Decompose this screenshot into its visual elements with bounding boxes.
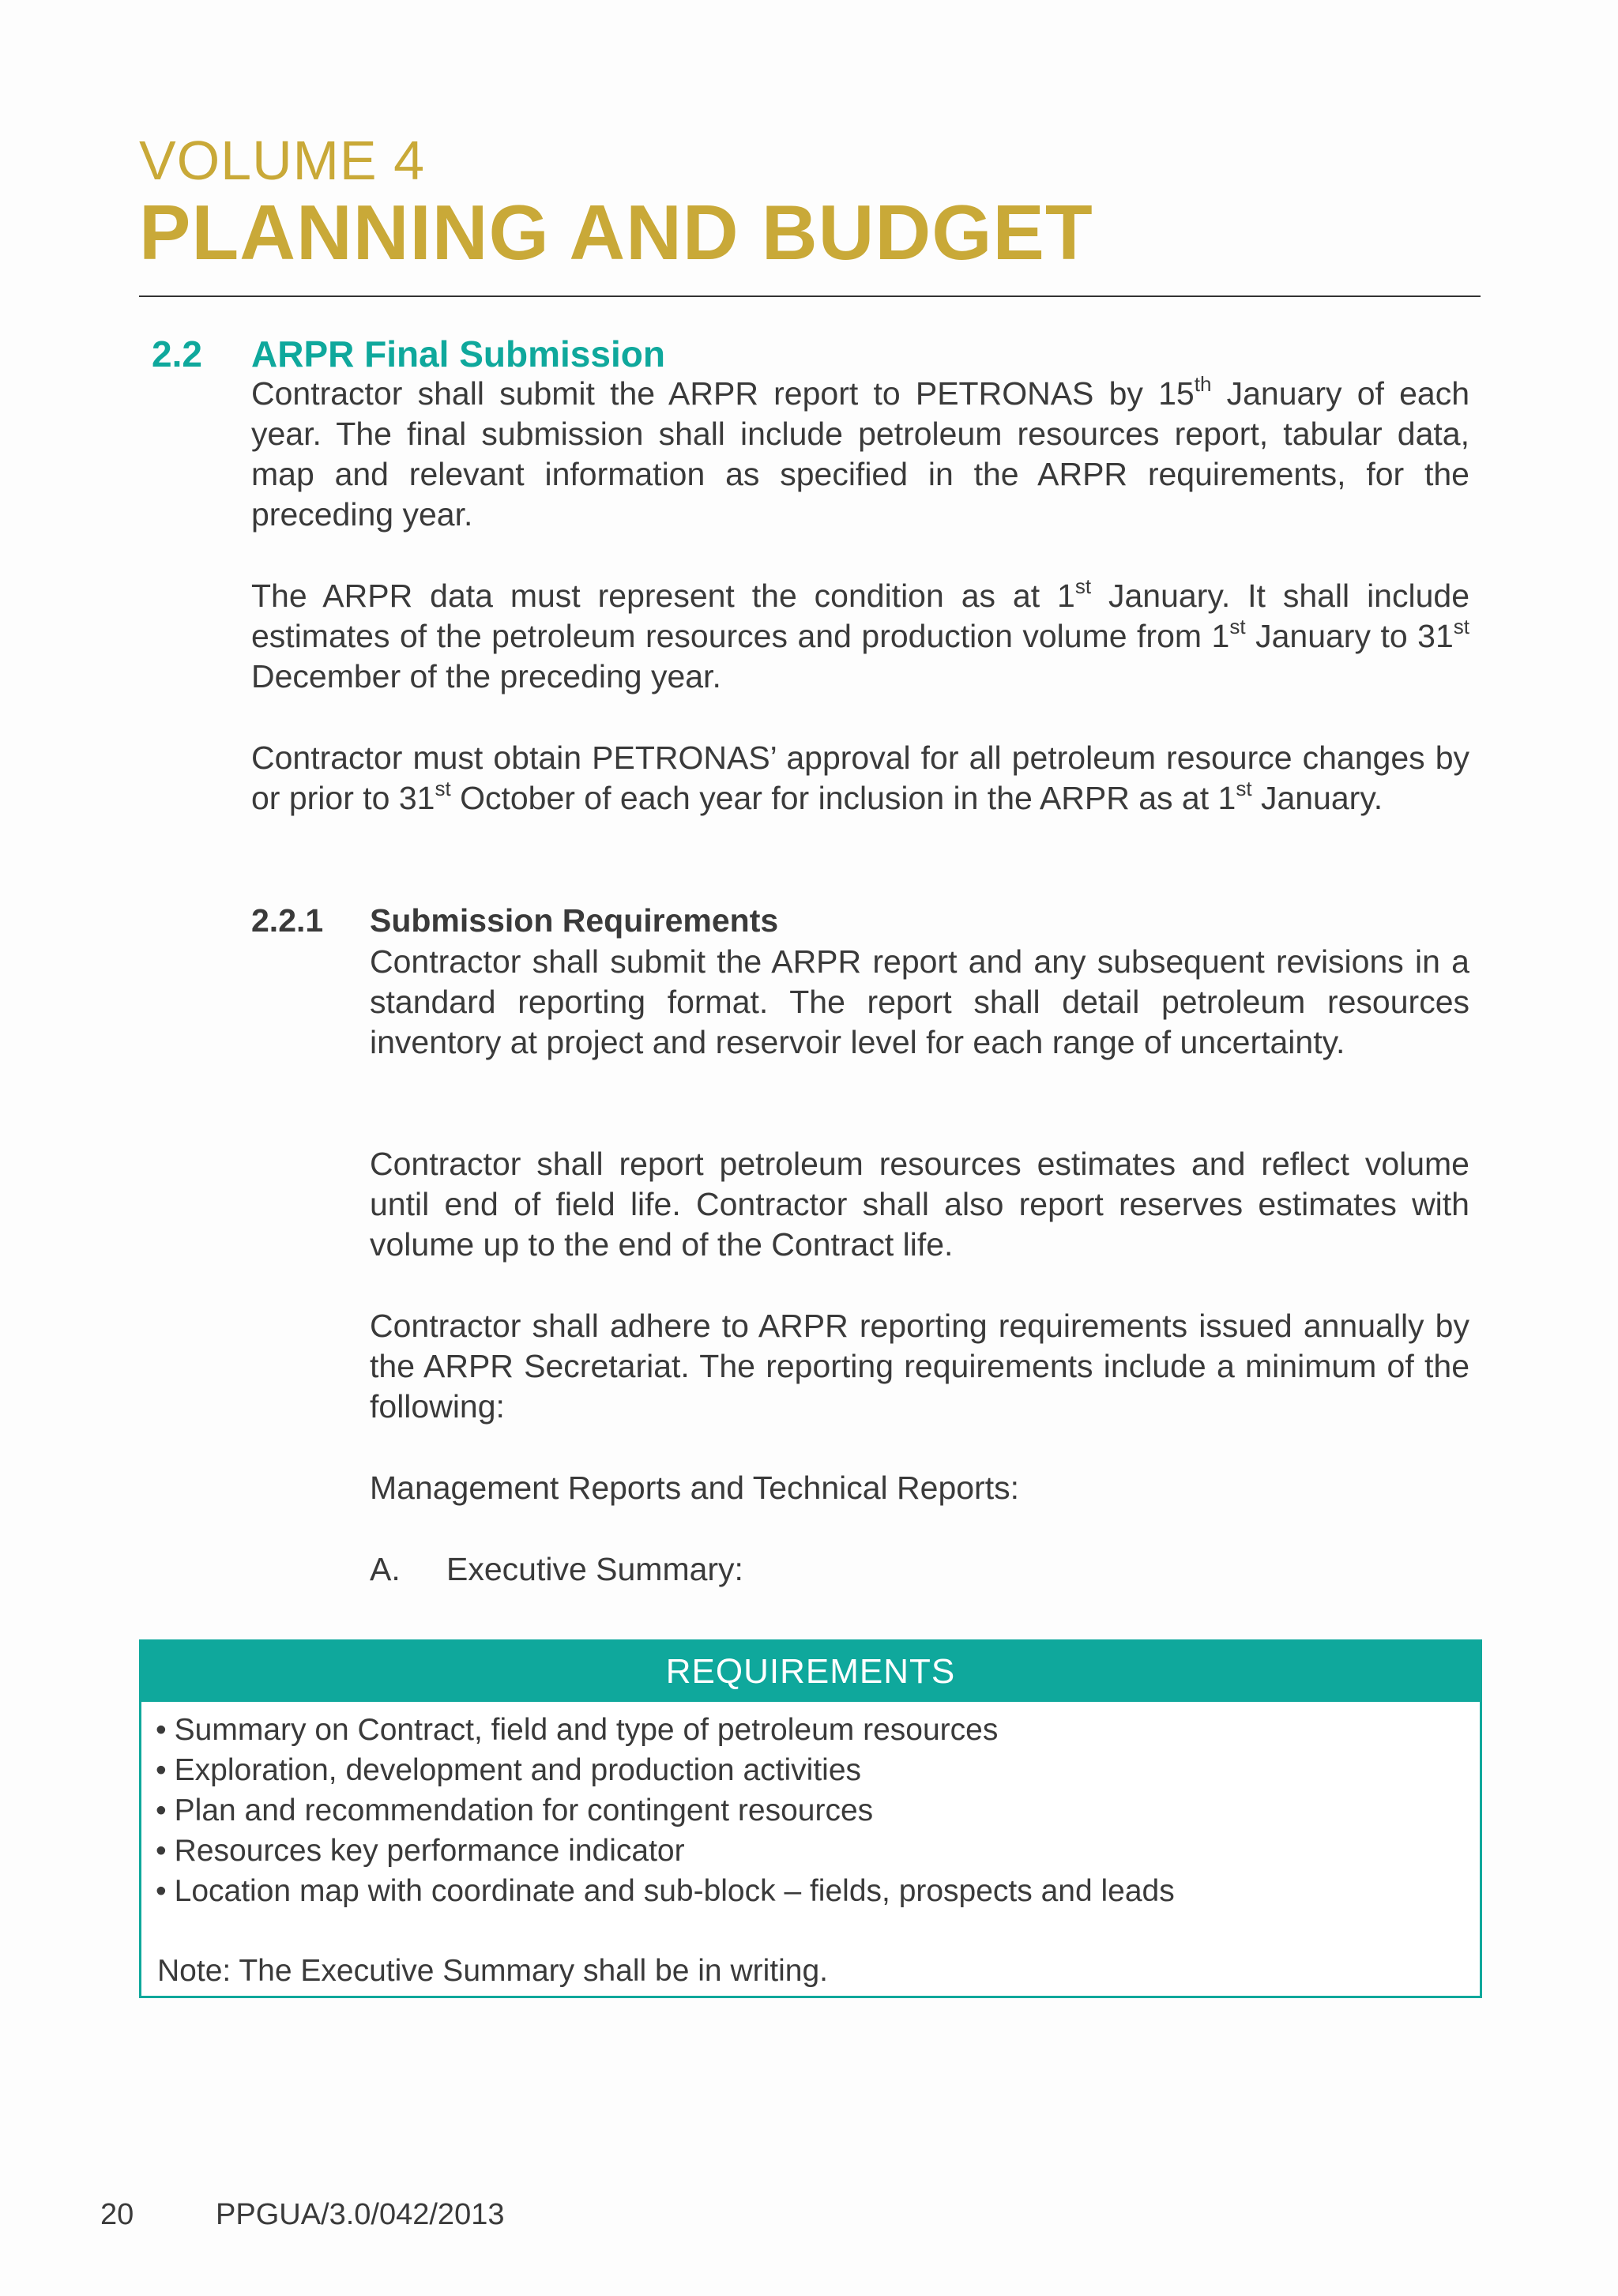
requirement-item: • Plan and recommendation for contingent resources — [156, 1790, 1480, 1831]
subsection-paragraph-3: Contractor shall adhere to ARPR reporting requirements issued annually by the ARPR Secretariat. The reporting requirements include a minimum of the following: — [370, 1308, 1469, 1425]
list-letter: A. — [370, 1551, 401, 1587]
subsection-paragraph-2: Contractor shall report petroleum resources estimates and reflect volume until end of field life. Contractor shall also report reserves estimates with volume up to the end of the Contract life. — [370, 1146, 1469, 1263]
subsection-paragraph-4: Management Reports and Technical Reports: — [370, 1470, 1019, 1506]
requirement-item: • Resources key performance indicator — [156, 1831, 1480, 1871]
section-title: ARPR Final Submission — [251, 333, 665, 375]
requirements-box — [139, 1639, 1482, 1998]
header-divider — [139, 295, 1481, 297]
page-title: PLANNING AND BUDGET — [139, 189, 1093, 276]
subsection-number: 2.2.1 — [251, 902, 324, 939]
volume-label: VOLUME 4 — [139, 130, 425, 191]
subsection-paragraph-1: Contractor shall submit the ARPR report and any subsequent revisions in a standard reporting format. The report shall detail petroleum resources inventory at project and reservoir level for each range of uncertainty. — [370, 943, 1469, 1060]
section-paragraph-1: Contractor shall submit the ARPR report to PETRONAS by 15th January of each year. The final submission shall include petroleum resources report, tabular data, map and relevant information as specified in the ARPR requirements, for the preceding year. — [251, 372, 1469, 533]
section-paragraph-3: Contractor must obtain PETRONAS’ approval for all petroleum resource changes by or prior to 31st October of each year for inclusion in the ARPR as at 1st January. — [251, 740, 1469, 816]
requirement-item: • Exploration, development and production activities — [156, 1750, 1480, 1790]
requirement-item: • Summary on Contract, field and type of petroleum resources — [156, 1710, 1480, 1750]
page-number: 20 — [100, 2198, 134, 2231]
subsection-title: Submission Requirements — [370, 902, 779, 939]
section-number: 2.2 — [152, 333, 202, 375]
requirements-note: Note: The Executive Summary shall be in writing. — [157, 1954, 828, 1988]
requirements-heading: REQUIREMENTS — [141, 1642, 1480, 1702]
requirement-item: • Location map with coordinate and sub-block – fields, prospects and leads — [156, 1871, 1480, 1911]
section-paragraph-2: The ARPR data must represent the condition as at 1st January. It shall include estimates of the petroleum resources and production volume from 1st January to 31st December of the preceding year. — [251, 574, 1469, 694]
document-code: PPGUA/3.0/042/2013 — [216, 2198, 505, 2231]
requirements-list — [156, 1710, 1480, 1911]
list-item-title: Executive Summary: — [446, 1551, 743, 1587]
